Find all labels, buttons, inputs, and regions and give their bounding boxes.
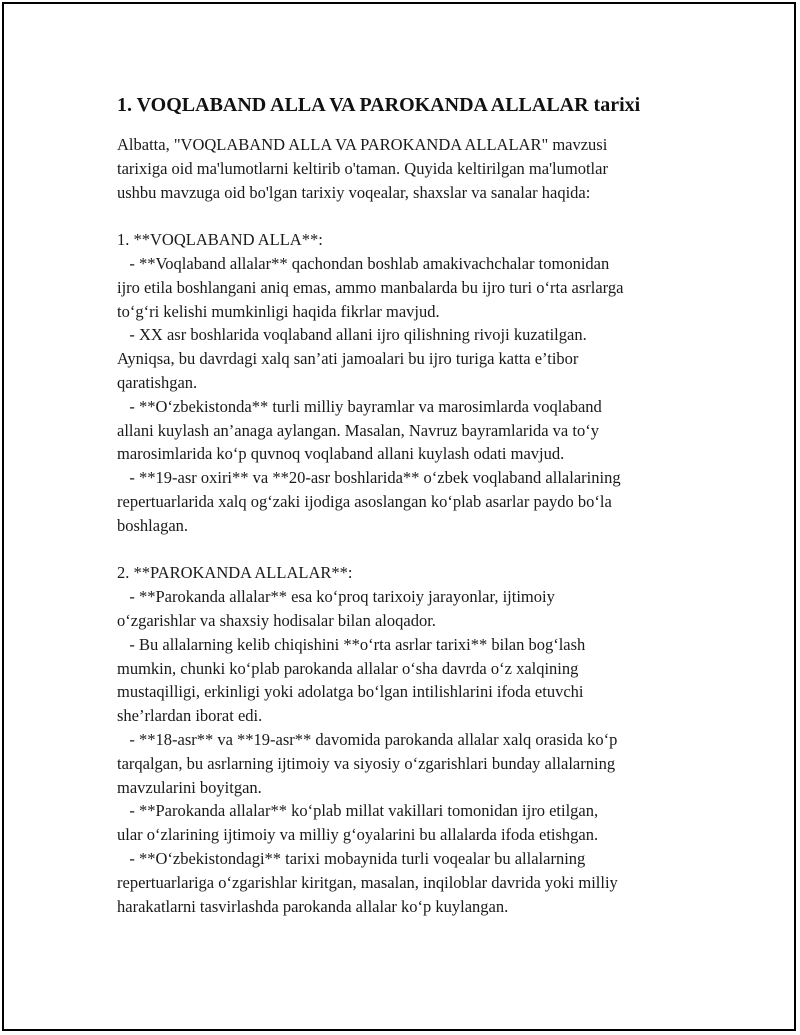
text-line: qaratishgan.: [117, 372, 198, 392]
text-line: - **O‘zbekistonda** turli milliy bayramlar va marosimlarda voqlaband: [117, 396, 602, 416]
text-line: mustaqilligi, erkinligi yoki adolatga bo‘lgan intilishlarini ifoda etuvchi: [117, 682, 584, 702]
text-line: - **19-asr oxiri** va **20-asr boshlarida** o‘zbek voqlaband allalarining: [117, 468, 621, 488]
text-line: harakatlarni tasvirlashda parokanda allalar ko‘p kuylangan.: [117, 896, 509, 916]
text-line: - **Parokanda allalar** esa ko‘proq tarixoiy jarayonlar, ijtimoiy: [117, 587, 555, 607]
text-line: to‘g‘ri kelishi mumkinligi haqida fikrlar mavjud.: [117, 301, 440, 321]
text-line: tarixiga oid ma'lumotlarni keltirib o'taman. Quyida keltirilgan ma'lumotlar: [117, 158, 608, 178]
text-line: ular o‘zlarining ijtimoiy va milliy g‘oyalarini bu allalarda ifoda etishgan.: [117, 825, 599, 845]
spacer: [117, 538, 687, 562]
text-line: tarqalgan, bu asrlarning ijtimoiy va siyosiy o‘zgarishlari bunday allalarning: [117, 753, 616, 773]
section-heading: 1. **VOQLABAND ALLA**:: [117, 230, 323, 250]
text-line: - **Voqlaband allalar** qachondan boshlab amakivachchalar tomonidan: [117, 253, 610, 273]
text-line: o‘zgarishlar va shaxsiy hodisalar bilan aloqador.: [117, 610, 436, 630]
text-line: - XX asr boshlarida voqlaband allani ijro qilishning rivoji kuzatilgan.: [117, 325, 587, 345]
document-body: [117, 92, 687, 918]
text-line: marosimlarida ko‘p quvnoq voqlaband allani kuylash odati mavjud.: [117, 444, 565, 464]
text-line: - **O‘zbekistondagi** tarixi mobaynida turli voqealar bu allalarning: [117, 848, 586, 868]
spacer: [117, 204, 687, 228]
document-title: 1. VOQLABAND ALLA VA PAROKANDA ALLALAR tarixi: [117, 94, 641, 116]
text-line: mavzularini boyitgan.: [117, 777, 262, 797]
section-heading: 2. **PAROKANDA ALLALAR**:: [117, 563, 353, 583]
text-line: - Bu allalarning kelib chiqishini **o‘rta asrlar tarixi** bilan bog‘lash: [117, 634, 586, 654]
text-line: repertuarlariga o‘zgarishlar kiritgan, masalan, inqiloblar davrida yoki milliy: [117, 872, 618, 892]
text-line: mumkin, chunki ko‘plab parokanda allalar o‘sha davrda o‘z xalqining: [117, 658, 579, 678]
intro-paragraph: [117, 133, 687, 204]
text-line: ijro etila boshlangani aniq emas, ammo manbalarda bu ijro turi o‘rta asrlarga: [117, 277, 624, 297]
text-line: allani kuylash an’anaga aylangan. Masalan, Navruz bayramlarida va to‘y: [117, 420, 599, 440]
section-voqlaband: [117, 228, 687, 537]
text-line: ushbu mavzuga oid bo'lgan tarixiy voqealar, shaxslar va sanalar haqida:: [117, 182, 591, 202]
text-line: Ayniqsa, bu davrdagi xalq san’ati jamoalari bu ijro turiga katta e’tibor: [117, 349, 579, 369]
text-line: - **Parokanda allalar** ko‘plab millat vakillari tomonidan ijro etilgan,: [117, 801, 599, 821]
text-line: she’rlardan iborat edi.: [117, 706, 263, 726]
text-line: boshlagan.: [117, 515, 189, 535]
text-line: repertuarlarida xalq og‘zaki ijodiga asoslangan ko‘plab asarlar paydo bo‘la: [117, 491, 612, 511]
section-parokanda: [117, 561, 687, 918]
text-line: Albatta, "VOQLABAND ALLA VA PAROKANDA ALLALAR" mavzusi: [117, 135, 608, 154]
text-line: - **18-asr** va **19-asr** davomida parokanda allalar xalq orasida ko‘p: [117, 729, 618, 749]
